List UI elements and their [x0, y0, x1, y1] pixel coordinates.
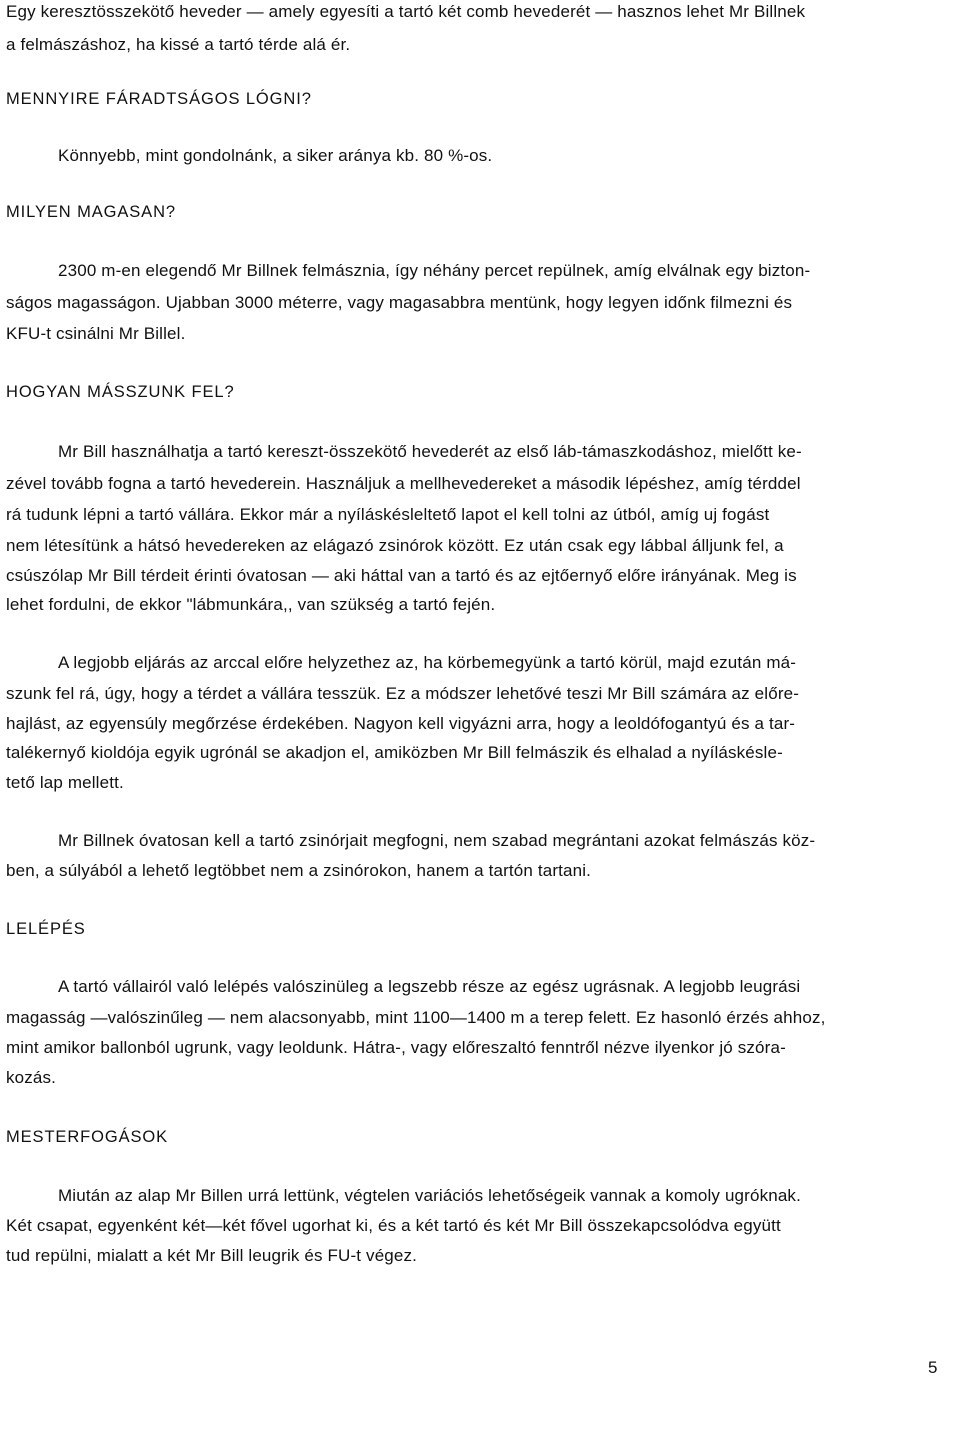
text-line: A tartó vállairól való lelépés valószinüleg a legszebb része az egész ugrásnak. A legjobb leugrási	[58, 977, 801, 996]
text-line: Könnyebb, mint gondolnánk, a siker aránya kb. 80 %-os.	[58, 146, 493, 165]
text-line: lehet fordulni, de ekkor "lábmunkára,, van szükség a tartó fején.	[6, 595, 496, 614]
section-heading: MILYEN MAGASAN?	[6, 203, 176, 221]
text-line: Egy keresztösszekötő heveder — amely egyesíti a tartó két comb hevederét — hasznos lehet Mr Billnek	[6, 2, 806, 21]
text-line: tető lap mellett.	[6, 773, 124, 792]
text-line: mint amikor ballonból ugrunk, vagy leoldunk. Hátra-, vagy előreszaltó fenntről nézve ilyenkor jó szóra-	[6, 1038, 786, 1057]
text-line: KFU-t csinálni Mr Billel.	[6, 324, 186, 343]
section-heading: HOGYAN MÁSSZUNK FEL?	[6, 383, 235, 401]
text-line: talékernyő kioldója egyik ugrónál se akadjon el, amiközben Mr Bill felmászik és elhalad a nyíláskésle-	[6, 743, 783, 762]
text-line: tud repülni, mialatt a két Mr Bill leugrik és FU-t végez.	[6, 1246, 418, 1265]
page-number: 5	[928, 1358, 938, 1377]
text-line: 2300 m-en elegendő Mr Billnek felmásznia, így néhány percet repülnek, amíg elválnak egy bizton-	[58, 261, 811, 280]
text-line: Mr Bill használhatja a tartó kereszt-összekötő hevederét az első láb-támaszkodáshoz, mielőtt ke-	[58, 442, 802, 461]
text-line: zével tovább fogna a tartó hevederein. Használjuk a mellhevedereket a második lépéshez, amíg térddel	[6, 474, 801, 493]
text-line: kozás.	[6, 1068, 57, 1087]
text-line: rá tudunk lépni a tartó vállára. Ekkor már a nyíláskésleltető lapot el kell tolni az útból, amíg uj fogást	[6, 505, 770, 524]
section-heading: LELÉPÉS	[6, 920, 86, 938]
text-line: ságos magasságon. Ujabban 3000 méterre, vagy magasabbra mentünk, hogy legyen időnk filmezni és	[6, 293, 793, 312]
text-line: csúszólap Mr Bill térdeit érinti óvatosan — aki háttal van a tartó és az ejtőernyő előre irányának. Meg is	[6, 566, 797, 585]
text-line: ben, a súlyából a lehető legtöbbet nem a zsinórokon, hanem a tartón tartani.	[6, 861, 592, 880]
section-heading: MESTERFOGÁSOK	[6, 1128, 169, 1146]
text-line: a felmászáshoz, ha kissé a tartó térde alá ér.	[6, 35, 351, 54]
text-line: nem létesítünk a hátsó hevedereken az elágazó zsinórok között. Ez után csak egy lábbal álljunk fel, a	[6, 536, 784, 555]
text-line: Két csapat, egyenként két—két fővel ugorhat ki, és a két tartó és két Mr Bill összekapcsolódva együtt	[6, 1216, 781, 1235]
text-line: Miután az alap Mr Billen urrá lettünk, végtelen variációs lehetőségeik vannak a komoly ugróknak.	[58, 1186, 801, 1205]
text-line: hajlást, az egyensúly megőrzése érdekében. Nagyon kell vigyázni arra, hogy a leoldófogantyú és a tar-	[6, 714, 796, 733]
section-heading: MENNYIRE FÁRADTSÁGOS LÓGNI?	[6, 90, 312, 108]
text-line: A legjobb eljárás az arccal előre helyzethez az, ha körbemegyünk a tartó körül, majd ezután má-	[58, 653, 797, 672]
text-line: szunk fel rá, úgy, hogy a térdet a vállára tesszük. Ez a módszer lehetővé teszi Mr Bill számára az előre-	[6, 684, 800, 703]
text-line: Mr Billnek óvatosan kell a tartó zsinórjait megfogni, nem szabad megrántani azokat felmászás köz-	[58, 831, 816, 850]
text-line: magasság —valószinűleg — nem alacsonyabb, mint 1100—1400 m a terep felett. Ez hasonló érzés ahhoz,	[6, 1008, 826, 1027]
